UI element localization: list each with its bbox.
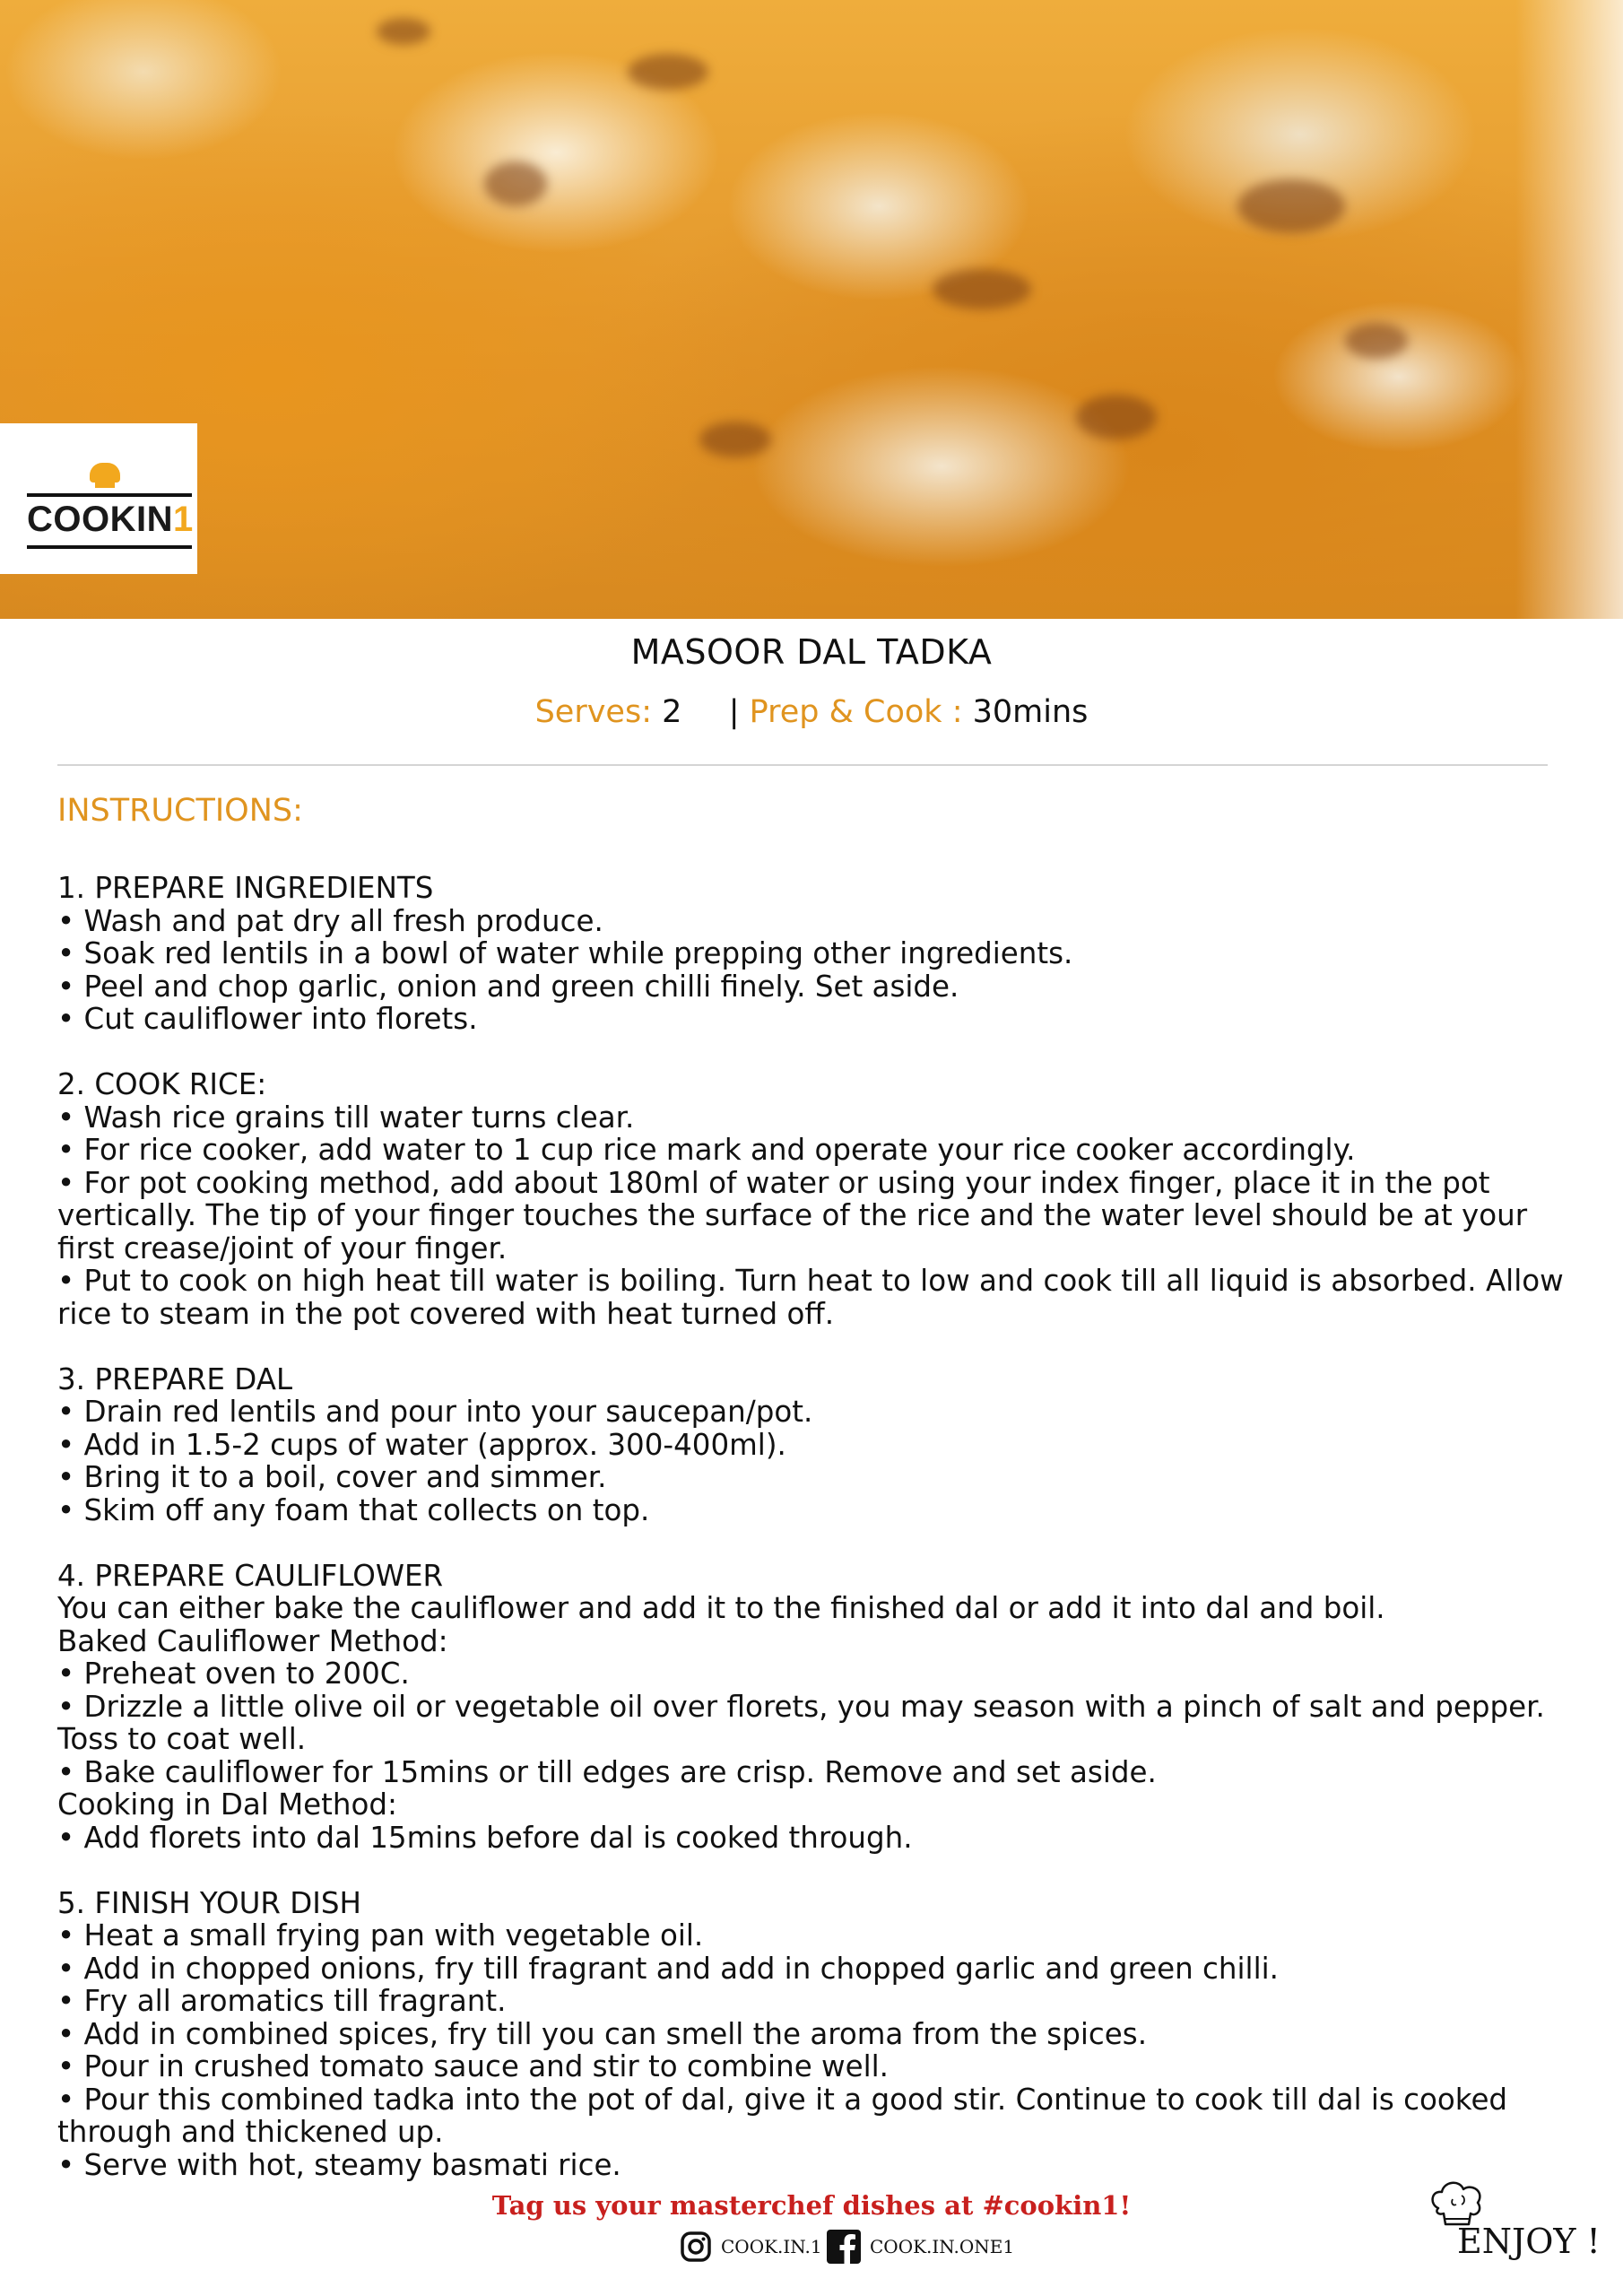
instruction-section <box>57 1363 1566 1527</box>
footer-tagline: Tag us your masterchef dishes at #cookin1! <box>491 2190 1132 2221</box>
instruction-line: • For pot cooking method, add about 180ml of water or using your index finger, place it in the pot vertically. The tip of your finger touches the surface of the rice and the water level should be at your first crease/joint of your finger. <box>57 1165 1528 1265</box>
photo-detail <box>1237 179 1345 233</box>
photo-detail <box>1076 395 1157 439</box>
enjoy-text: ENJOY ! <box>1457 2222 1601 2261</box>
instruction-line: • Add in combined spices, fry till you can smell the aroma from the spices. <box>57 2016 1148 2051</box>
facebook-icon <box>827 2230 861 2264</box>
instruction-line: • Add in chopped onions, fry till fragrant and add in chopped garlic and green chilli. <box>57 1951 1279 1986</box>
instruction-line: • Skim off any foam that collects on top. <box>57 1492 650 1527</box>
section-title: 2. COOK RICE: <box>57 1067 267 1101</box>
photo-detail <box>484 161 547 206</box>
instruction-line: • Peel and chop garlic, onion and green chilli finely. Set aside. <box>57 969 959 1004</box>
section-title: 3. PREPARE DAL <box>57 1361 293 1396</box>
chef-hat-icon <box>90 463 120 483</box>
instruction-line: • Drain red lentils and pour into your saucepan/pot. <box>57 1395 813 1429</box>
instruction-line: • Bake cauliflower for 15mins or till edges are crisp. Remove and set aside. <box>57 1754 1157 1789</box>
instruction-section <box>57 1560 1566 1855</box>
logo-rule <box>27 545 192 549</box>
serves-value: 2 <box>662 694 682 730</box>
instruction-line: • Wash rice grains till water turns clear. <box>57 1100 635 1135</box>
facebook-link[interactable] <box>827 2229 1014 2265</box>
instruction-line: • Soak red lentils in a bowl of water while prepping other ingredients. <box>57 936 1073 970</box>
logo-text <box>27 497 197 542</box>
section-title: 4. PREPARE CAULIFLOWER <box>57 1558 444 1593</box>
instructions-heading: INSTRUCTIONS: <box>57 793 303 829</box>
photo-fade <box>1515 0 1623 619</box>
instruction-line: • Add florets into dal 15mins before dal is cooked through. <box>57 1820 913 1855</box>
instruction-section <box>57 1068 1566 1330</box>
cookin1-logo <box>0 423 197 574</box>
header-divider <box>57 764 1548 766</box>
facebook-handle: COOK.IN.ONE1 <box>870 2236 1015 2257</box>
prep-label: Prep & Cook : <box>749 694 963 730</box>
instagram-icon <box>680 2231 712 2263</box>
instruction-section <box>57 872 1566 1036</box>
instruction-line: • Add in 1.5-2 cups of water (approx. 300-400ml). <box>57 1427 786 1462</box>
instruction-line: You can either bake the cauliflower and add it to the finished dal or add it into dal and boil. <box>57 1591 1385 1625</box>
instruction-line: • Pour this combined tadka into the pot of dal, give it a good stir. Continue to cook till dal is cooked through and thickened up. <box>57 2082 1508 2149</box>
photo-detail <box>699 422 771 457</box>
instruction-line: • Pour in crushed tomato sauce and stir to combine well. <box>57 2049 889 2083</box>
recipe-title: MASOOR DAL TADKA <box>630 632 993 672</box>
instruction-line: • Drizzle a little olive oil or vegetable oil over florets, you may season with a pinch of salt and pepper. Toss to coat well. <box>57 1689 1545 1756</box>
instagram-link[interactable] <box>680 2229 822 2265</box>
instruction-line: • Heat a small frying pan with vegetable oil. <box>57 1918 704 1952</box>
instructions-body <box>57 872 1566 2214</box>
instruction-line: • Put to cook on high heat till water is boiling. Turn heat to low and cook till all liquid is absorbed. Allow rice to steam in the pot covered with heat turned off. <box>57 1264 1564 1331</box>
section-title: 5. FINISH YOUR DISH <box>57 1885 361 1920</box>
instruction-line: • Bring it to a boil, cover and simmer. <box>57 1460 607 1494</box>
instruction-line: • Preheat oven to 200C. <box>57 1657 410 1691</box>
serves-label: Serves: <box>534 694 652 730</box>
instruction-line: • Serve with hot, steamy basmati rice. <box>57 2147 621 2182</box>
photo-detail <box>628 54 708 90</box>
hero-food-photo <box>0 0 1623 619</box>
photo-detail <box>1345 323 1408 359</box>
instruction-section <box>57 1887 1566 2182</box>
logo-text-accent: 1 <box>173 500 194 539</box>
photo-detail <box>377 18 430 45</box>
instagram-handle: COOK.IN.1 <box>721 2236 822 2257</box>
logo-text-main: COOKIN <box>27 500 173 539</box>
prep-value: 30mins <box>972 694 1089 730</box>
recipe-meta <box>0 694 1623 730</box>
instruction-line: • Wash and pat dry all fresh produce. <box>57 903 603 938</box>
instruction-line: Baked Cauliflower Method: <box>57 1623 448 1658</box>
section-title: 1. PREPARE INGREDIENTS <box>57 871 434 905</box>
instruction-line: Cooking in Dal Method: <box>57 1787 397 1822</box>
instruction-line: • Cut cauliflower into florets. <box>57 1002 478 1036</box>
meta-separator: | <box>728 694 740 730</box>
instruction-line: • For rice cooker, add water to 1 cup rice mark and operate your rice cooker accordingly. <box>57 1133 1356 1167</box>
photo-detail <box>933 269 1031 309</box>
instruction-line: • Fry all aromatics till fragrant. <box>57 1984 507 2018</box>
